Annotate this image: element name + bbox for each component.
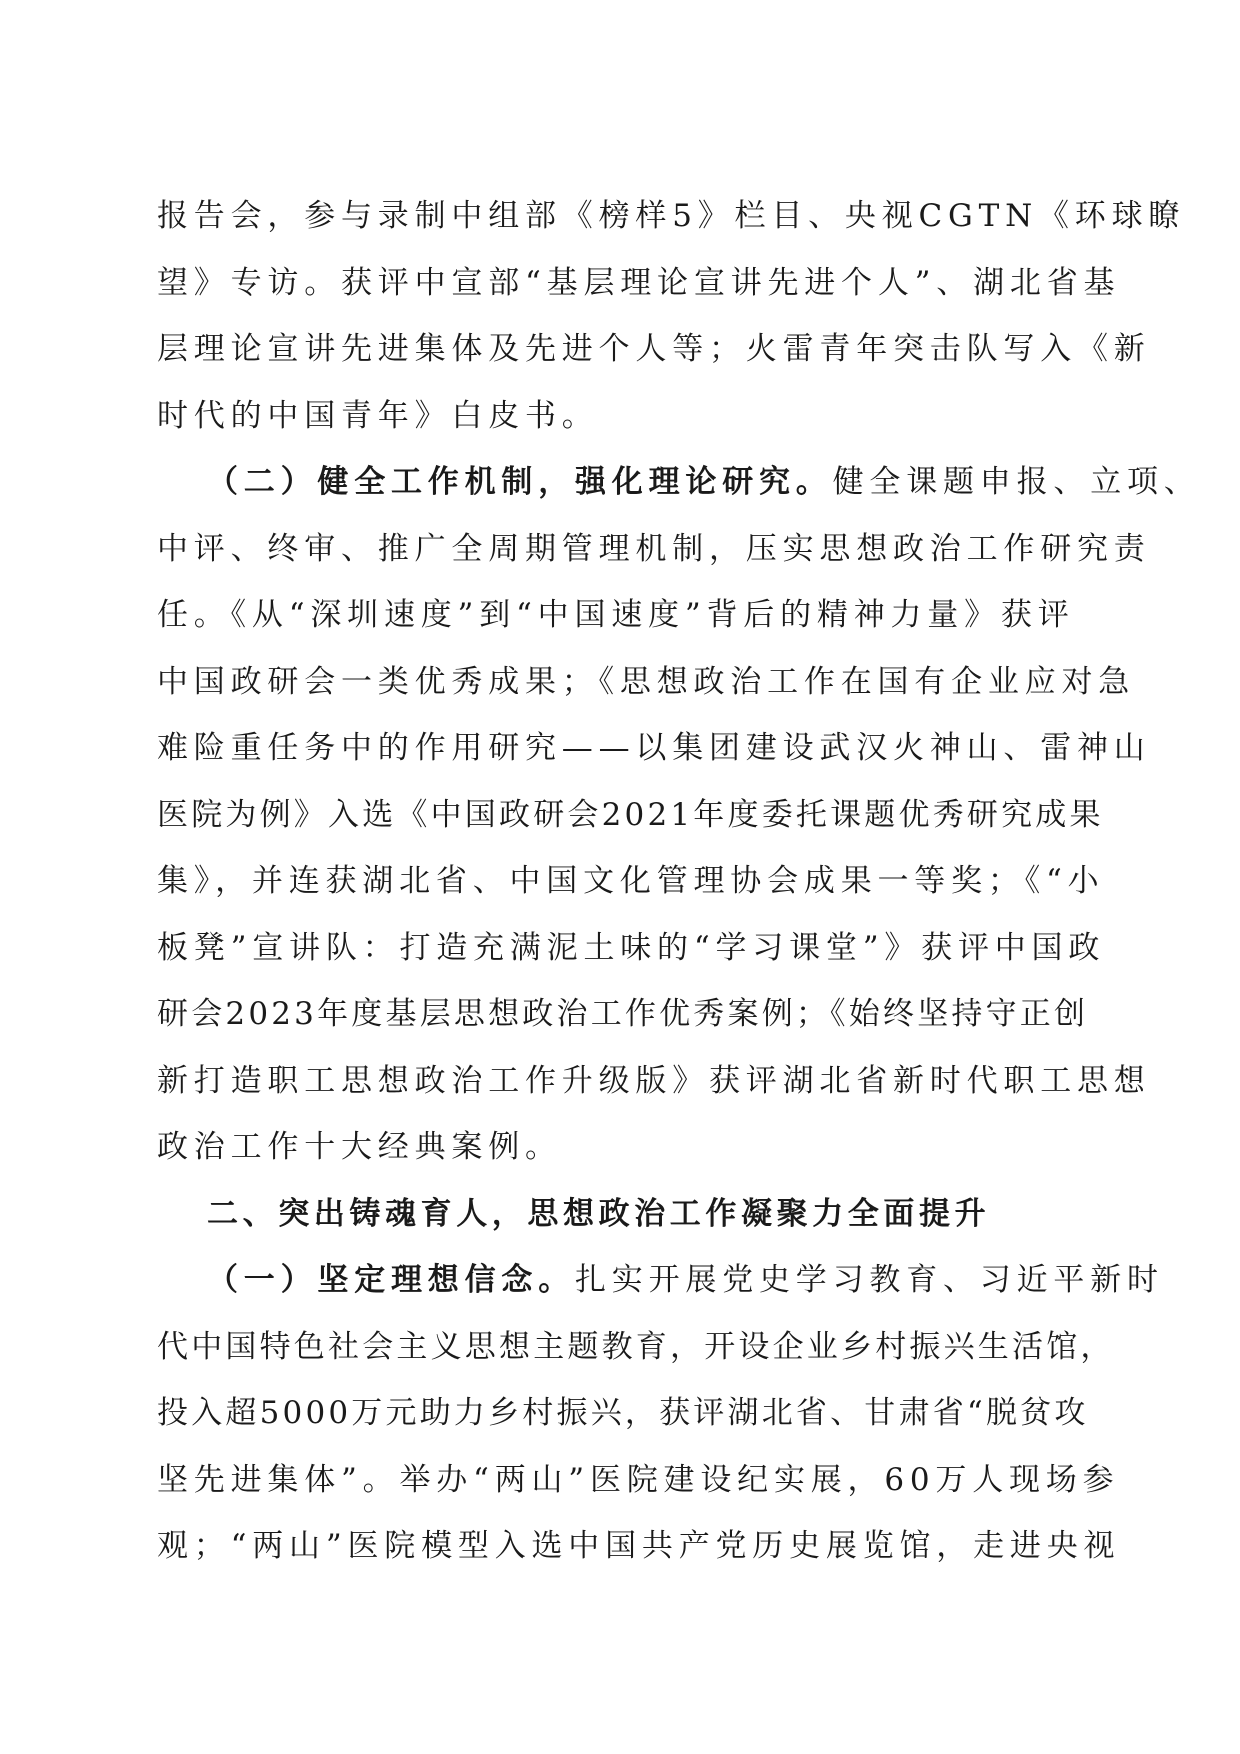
section-title: （二）健全工作机制，强化理论研究。 (207, 464, 833, 500)
text-line: 中评、终审、推广全周期管理机制，压实思想政治工作研究责 (157, 530, 1151, 567)
text-line: 层理论宣讲先进集体及先进个人等；火雷青年突击队写入《新 (157, 331, 1151, 367)
text-line: 新打造职工思想政治工作升级版》获评湖北省新时代职工思想 (157, 1062, 1151, 1099)
paragraph-text: 扎实开展党史学习教育、习近平新时 (575, 1262, 1164, 1298)
text-line: 观；“两山”医院模型入选中国共产党历史展览馆，走进央视 (157, 1528, 1121, 1564)
text-line: 坚先进集体”。举办“两山”医院建设纪实展，60万人现场参 (157, 1461, 1120, 1498)
text-line: 时代的中国青年》白皮书。 (157, 397, 599, 434)
text-line: 望》专访。获评中宣部“基层理论宣讲先进个人”、湖北省基 (157, 264, 1121, 301)
text-line: 报告会，参与录制中组部《榜样5》栏目、央视CGTN《环球瞭 (157, 198, 1186, 234)
text-line: 中国政研会一类优秀成果；《思想政治工作在国有企业应对急 (157, 663, 1136, 700)
text-line: 集》，并连获湖北省、中国文化管理协会成果一等奖；《“小 (157, 863, 1105, 899)
document-body (157, 183, 1201, 1580)
text-line: 投入超5000万元助力乡村振兴，获评湖北省、甘肃省“脱贫攻 (157, 1395, 1089, 1431)
text-line: 任。《从“深圳速度”到“中国速度”背后的精神力量》获评 (157, 597, 1075, 633)
text-line: 板凳”宣讲队：打造充满泥土味的“学习课堂”》获评中国政 (157, 929, 1106, 966)
paragraph-first-line (157, 1247, 1164, 1314)
paragraph-first-line (157, 449, 1201, 516)
text-line: 难险重任务中的作用研究——以集团建设武汉火神山、雷神山 (157, 730, 1151, 766)
section-title: （一）坚定理想信念。 (207, 1262, 575, 1298)
section-heading: 二、突出铸魂育人，思想政治工作凝聚力全面提升 (207, 1195, 991, 1232)
text-line: 研会2023年度基层思想政治工作优秀案例；《始终坚持守正创 (157, 996, 1089, 1032)
text-line: 代中国特色社会主义思想主题教育，开设企业乡村振兴生活馆， (157, 1328, 1115, 1365)
paragraph-text: 健全课题申报、立项、 (832, 464, 1201, 500)
text-line: 医院为例》入选《中国政研会2021年度委托课题优秀研究成果 (157, 796, 1104, 833)
text-line: 政治工作十大经典案例。 (157, 1129, 562, 1165)
